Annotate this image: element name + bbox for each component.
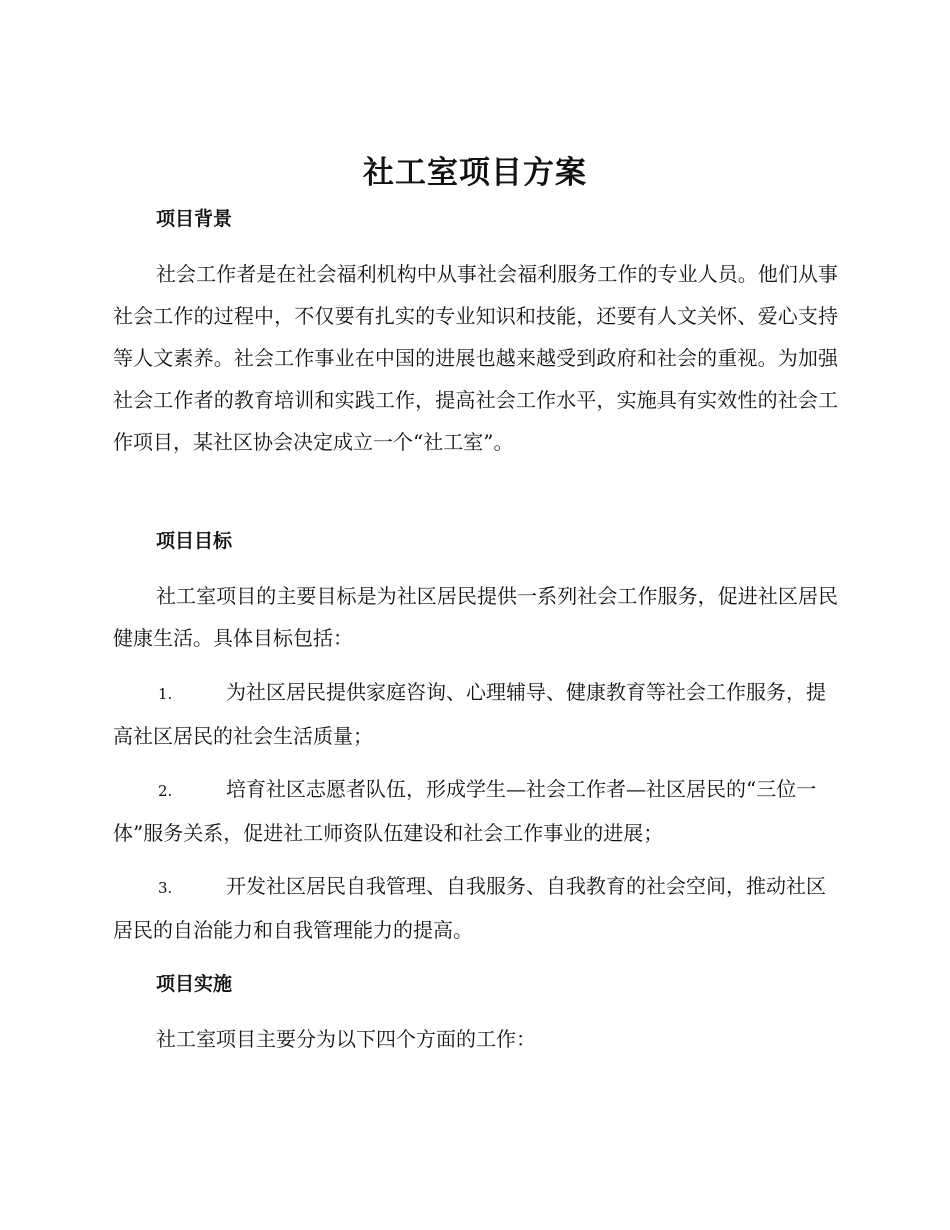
list-item-text: 为社区居民提供家庭咨询、心理辅导、健康教育等社会工作服务，提高社区居民的社会生活质量； [113,680,826,748]
goal-list-item [113,865,838,951]
list-number: 3. [158,879,173,897]
background-paragraph: 社会工作者是在社会福利机构中从事社会福利服务工作的专业人员。他们从事社会工作的过程中，不仅要有扎实的专业知识和技能，还要有人文关怀、爱心支持等人文素养。社会工作事业在中国的进展也越来越受到政府和社会的重视。为加强社会工作者的教育培训和实践工作，提高社会工作水平，实施具有实效性的社会工作项目，某社区协会决定成立一个“社工室”。 [113,262,838,454]
section-heading-background: 项目背景 [156,208,233,230]
list-item-text: 开发社区居民自我管理、自我服务、自我教育的社会空间，推动社区居民的自治能力和自我管理能力的提高。 [113,874,826,942]
list-number: 1. [158,685,173,703]
goal-list-item [113,768,838,854]
list-number: 2. [158,782,173,800]
section-heading-goals: 项目目标 [156,530,233,552]
goals-intro-paragraph: 社工室项目的主要目标是为社区居民提供一系列社会工作服务，促进社区居民健康生活。具体目标包括： [113,584,838,650]
goal-list-item [113,671,838,757]
implementation-intro-paragraph: 社工室项目主要分为以下四个方面的工作： [156,1027,536,1051]
list-item-text: 培育社区志愿者队伍，形成学生—社会工作者—社区居民的“三位一体”服务关系，促进社工师资队伍建设和社会工作事业的进展； [113,777,817,845]
document-title: 社工室项目方案 [363,155,587,191]
section-heading-implementation: 项目实施 [156,973,233,995]
